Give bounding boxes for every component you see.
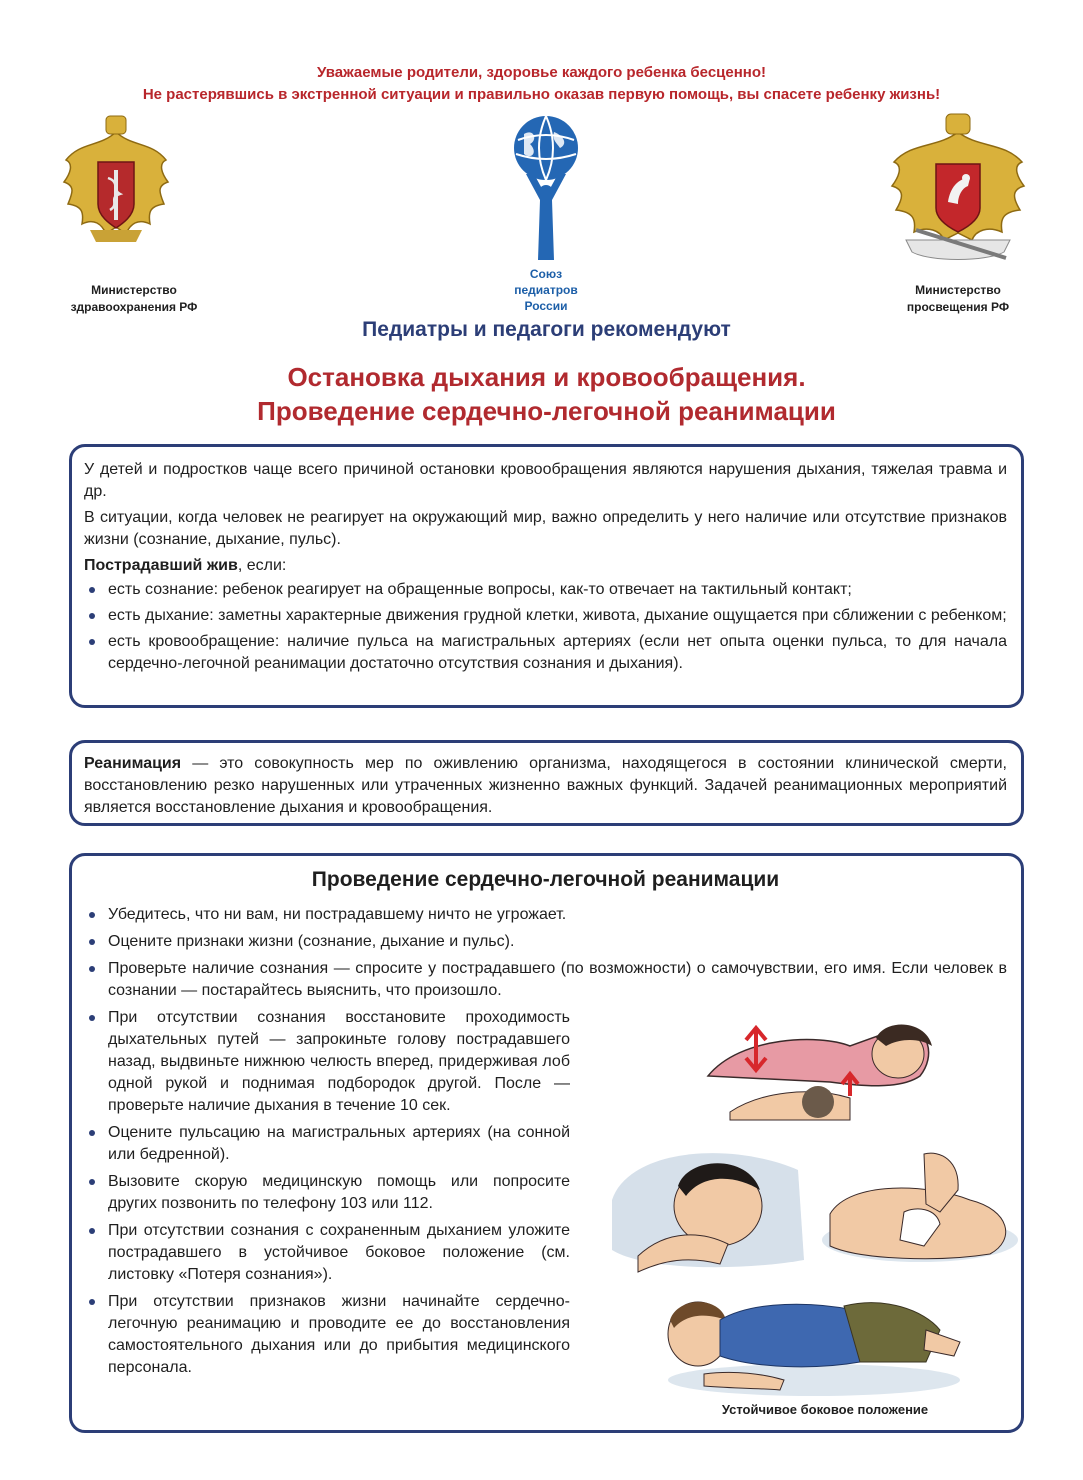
carotid-pulse-illustration [608, 1140, 808, 1274]
double-headed-eagle-icon [886, 112, 1030, 267]
airway-opening-illustration [700, 1016, 940, 1128]
list-item: есть кровообращение: наличие пульса на магистральных артериях (если нет опыта оценки пульса, то для начала сердечно-легочной реанимации достаточно отсутствия сознания и дыхания). [84, 631, 1007, 675]
situation-paragraph: В ситуации, когда человек не реагирует на окружающий мир, важно определить у него наличие или отсутствие признаков жизни (сознание, дыхание, пульс). [84, 509, 1007, 548]
section-title: Проведение сердечно-легочной реанимации [311, 868, 780, 891]
list-item: Вызовите скорую медицинскую помощь или попросите других позвонить по телефону 103 или 112. [84, 1171, 570, 1215]
union-caption: Союз педиатров России [514, 267, 578, 313]
list-item: есть сознание: ребенок реагирует на обращенные вопросы, как-то отвечает на тактильный контакт; [84, 579, 1007, 601]
appeal-line-1: Уважаемые родители, здоровье каждого ребенка бесценно! [316, 64, 767, 81]
recommend-heading: Педиатры и педагоги рекомендуют [362, 318, 731, 341]
appeal [0, 62, 1083, 106]
intro-paragraph: У детей и подростков чаще всего причиной остановки кровообращения являются нарушения дыхания, тяжелая травма и др. [84, 461, 1007, 500]
alive-heading: Пострадавший жив, если: [84, 557, 287, 574]
list-item: есть дыхание: заметны характерные движения грудной клетки, живота, дыхание ощущается при сближении с ребенком; [84, 605, 1007, 627]
ministry-education-emblem [886, 112, 1030, 267]
list-item: При отсутствии сознания с сохраненным дыханием уложите пострадавшего в устойчивое боковое положение (см. листовку «Потеря сознания»). [84, 1220, 570, 1286]
list-item: При отсутствии сознания восстановите проходимость дыхательных путей — запрокиньте голову пострадавшего назад, выдвиньте нижнюю челюсть вперед, придерживая лоб одной рукой и поднимая подбородок другой. После — проверьте наличие дыхания в течение 10 сек. [84, 1007, 570, 1117]
list-item: Оцените пульсацию на магистральных артериях (на сонной или бедренной). [84, 1122, 570, 1166]
ministry-education-caption: Министерство просвещения РФ [906, 283, 1010, 314]
list-item: Проверьте наличие сознания — спросите у пострадавшего (по возможности) о самочувствии, его имя. Если человек в сознании — постарайтесь выяснить, что произошло. [84, 958, 1007, 1002]
list-item: Оцените признаки жизни (сознание, дыхание и пульс). [84, 931, 1007, 953]
signs-of-life-box [69, 444, 1024, 708]
list-item: При отсутствии признаков жизни начинайте сердечно-легочную реанимацию и проводите ее до восстановления самостоятельного дыхания или до прибытия медицинского персонала. [84, 1291, 570, 1379]
femoral-pulse-illustration [820, 1150, 1020, 1265]
pediatricians-union-logo [508, 112, 584, 262]
globe-person-icon [508, 112, 584, 262]
definition-box [69, 740, 1024, 826]
page-title: Остановка дыхания и кровообращения. Проведение сердечно-легочной реанимации [257, 362, 836, 426]
list-item: Убедитесь, что ни вам, ни пострадавшему ничто не угрожает. [84, 904, 1007, 926]
ministry-health-caption: Министерство здравоохранения РФ [70, 283, 198, 314]
ministry-health-emblem [60, 112, 172, 247]
appeal-line-2: Не растерявшись в экстренной ситуации и правильно оказав первую помощь, вы спасете ребенку жизнь! [142, 86, 941, 103]
definition-paragraph: Реанимация — это совокупность мер по оживлению организма, находящегося в состоянии клинической смерти, восстановлению резко нарушенных или утраченных жизненно важных функций. Задачей реанимационных мероприятий является восстановление дыхания и кровообращения. [84, 755, 1007, 816]
recovery-position-illustration [664, 1290, 964, 1398]
recovery-position-caption: Устойчивое боковое положение [721, 1402, 929, 1417]
double-headed-eagle-icon [60, 112, 172, 247]
